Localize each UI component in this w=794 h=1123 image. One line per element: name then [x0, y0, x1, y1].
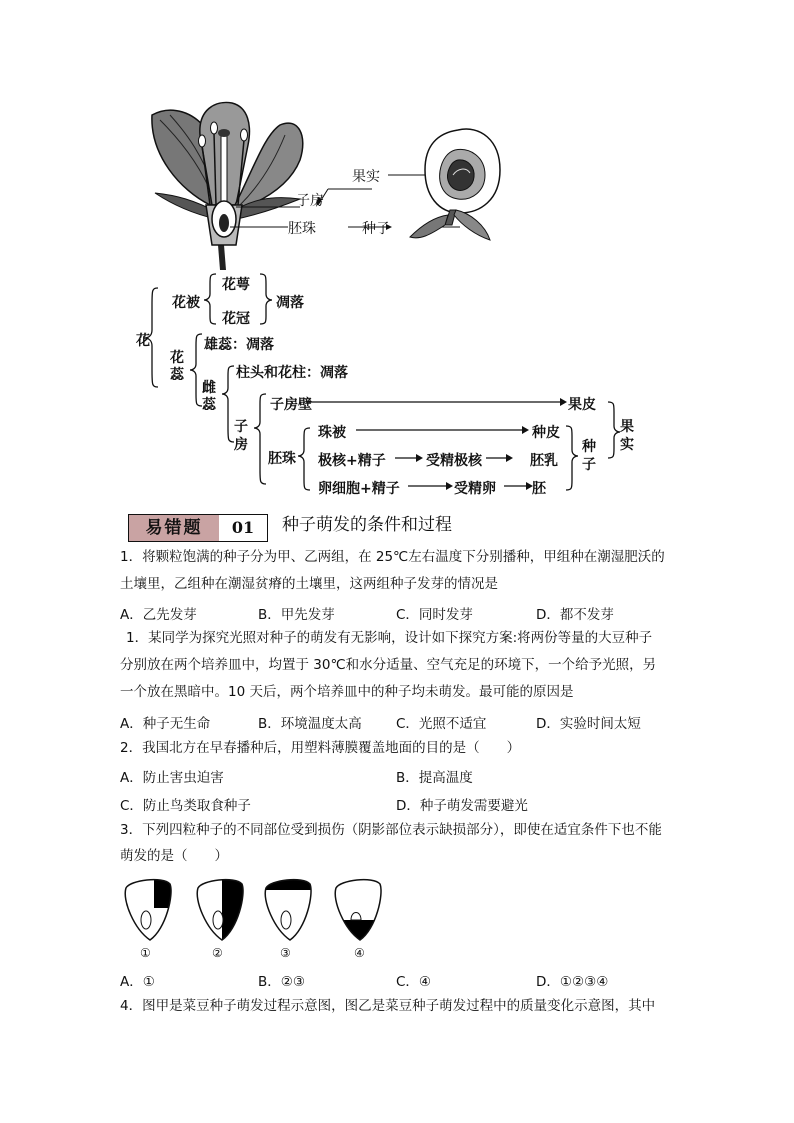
section-title: 种子萌发的条件和过程: [282, 515, 452, 535]
q1b-line-3: 一个放在黑暗中。10 天后，两个培养皿中的种子均未萌发。最可能的原因是: [120, 684, 574, 700]
q2-option-c[interactable]: C．防止鸟类取食种子: [120, 798, 251, 814]
seed-label: 种子: [362, 221, 390, 237]
tree-pericarp: 果皮: [568, 397, 596, 413]
q1-option-b[interactable]: B．甲先发芽: [258, 607, 335, 623]
q1b-option-a[interactable]: A．种子无生命: [120, 716, 211, 732]
tree-root-flower: 花: [136, 333, 150, 349]
seed-2-label: ②: [212, 946, 223, 960]
flower-fruit-figure: [140, 95, 520, 270]
q3-option-a[interactable]: A．①: [120, 974, 155, 990]
tree-endosperm: 胚乳: [530, 453, 558, 469]
tree-fruit: 果实: [620, 419, 634, 453]
tree-pistil-group: 花蕊: [170, 350, 184, 383]
tree-ovule: 胚珠: [268, 451, 296, 467]
seed-shape: [447, 160, 474, 191]
q1-option-d[interactable]: D．都不发芽: [536, 607, 614, 623]
tree-stigma-style: 柱头和花柱：凋落: [236, 365, 348, 381]
tree-pistil: 雌蕊: [202, 380, 216, 413]
q3-option-d[interactable]: D．①②③④: [536, 974, 609, 990]
q3-line-1: 3．下列四粒种子的不同部位受到损伤（阴影部位表示缺损部分），即使在适宜条件下也不能: [120, 822, 662, 838]
tree-egg: 卵细胞+精子: [318, 481, 400, 497]
q3-option-b[interactable]: B．②③: [258, 974, 305, 990]
ovary-label: 子房: [296, 193, 324, 209]
q1b-line-2: 分别放在两个培养皿中，均置于 30℃和水分适量、空气充足的环境下，一个给予光照，另: [120, 657, 657, 673]
q1-line-1: 1．将颗粒饱满的种子分为甲、乙两组，在 25℃左右温度下分别播种，甲组种在潮湿肥沃的: [120, 549, 665, 565]
q1-option-a[interactable]: A．乙先发芽: [120, 607, 197, 623]
q1b-line-1: 1．某同学为探究光照对种子的萌发有无影响，设计如下探究方案:将两份等量的大豆种子: [126, 630, 653, 646]
q2-option-a[interactable]: A．防止害虫迫害: [120, 770, 224, 786]
tree-seed: 种子: [582, 439, 596, 473]
q1b-option-b[interactable]: B．环境温度太高: [258, 716, 362, 732]
seed-3-label: ③: [280, 946, 291, 960]
section-number: 01: [231, 518, 255, 537]
q2-option-b[interactable]: B．提高温度: [396, 770, 473, 786]
q3-option-c[interactable]: C．④: [396, 974, 432, 990]
tree-seed-coat: 种皮: [532, 425, 560, 441]
q1b-option-d[interactable]: D．实验时间太短: [536, 716, 641, 732]
section-tag-label: 易错题: [129, 515, 219, 541]
ovule-shape: [219, 214, 229, 232]
section-tag: [128, 514, 268, 542]
tree-ovary-wall: 子房壁: [270, 397, 312, 413]
seed-3-icon: [258, 874, 318, 940]
tree-zygote: 受精卵: [454, 481, 496, 497]
q1-option-c[interactable]: C．同时发芽: [396, 607, 473, 623]
flower-stem: [218, 245, 226, 270]
seed-1-label: ①: [140, 946, 151, 960]
seed-4-label: ④: [354, 946, 365, 960]
q1b-option-c[interactable]: C．光照不适宜: [396, 716, 487, 732]
tree-ovary: 子房: [234, 419, 248, 453]
seed-1-icon: [125, 874, 176, 940]
q3-line-2: 萌发的是（ ）: [120, 848, 228, 864]
q1-line-2: 土壤里，乙组种在潮湿贫瘠的土壤里，这两组种子发芽的情况是: [120, 576, 498, 592]
ovule-label: 胚珠: [288, 221, 316, 237]
tree-corolla: 花冠: [222, 311, 250, 327]
tree-fertilized-polar: 受精极核: [426, 453, 482, 469]
tree-polar-nuclei: 极核+精子: [318, 453, 386, 469]
q2-line-1: 2．我国北方在早春播种后，用塑料薄膜覆盖地面的目的是（ ）: [120, 740, 521, 756]
tree-wither: 凋落: [276, 295, 304, 311]
q4-line-1: 4．图甲是菜豆种子萌发过程示意图，图乙是菜豆种子萌发过程中的质量变化示意图，其中: [120, 998, 656, 1014]
tree-perianth: 花被: [172, 295, 200, 311]
fruit-label: 果实: [352, 169, 380, 185]
seed-4-icon: [328, 880, 388, 944]
tree-embryo: 胚: [532, 481, 546, 497]
q2-option-d[interactable]: D．种子萌发需要避光: [396, 798, 528, 814]
tree-stamen: 雄蕊：凋落: [204, 337, 274, 353]
tree-integument: 珠被: [318, 425, 346, 441]
seed-2-icon: [197, 874, 248, 944]
tree-calyx: 花萼: [222, 277, 250, 293]
